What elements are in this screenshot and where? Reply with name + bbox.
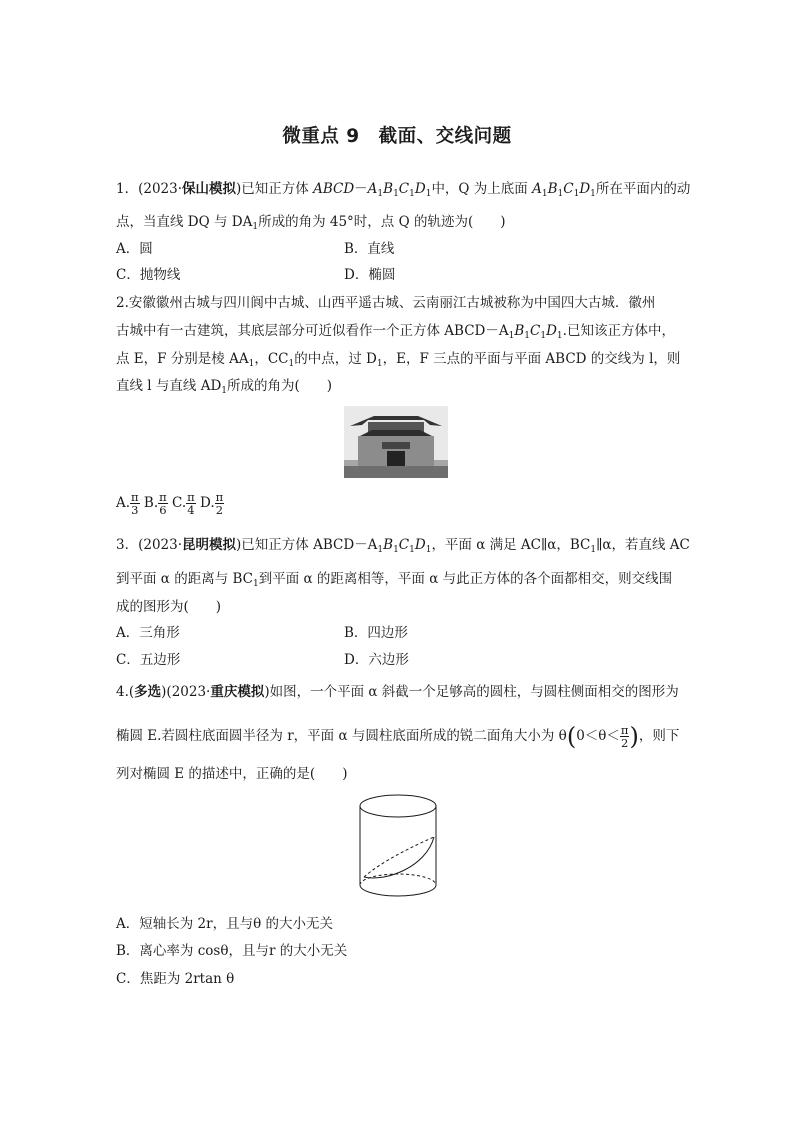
q3-option-c: C．五边形 <box>116 652 181 668</box>
multi-choice-label: 多选 <box>134 684 162 700</box>
source-label: 重庆模拟 <box>210 684 265 700</box>
question-1-line-2: 点，当直线 DQ 与 $DA_1$所成的角为 45°时，点 Q 的轨迹为( ) <box>116 214 506 232</box>
ancient-building-photo <box>344 406 448 482</box>
question-2-line-2: 古城中有一古建筑，其底层部分可近似看作一个正方体 $ABCD-A_1B_1C_1D_1$.已知该正方体中， <box>116 323 675 341</box>
q4-option-a: A．短轴长为 2r，且与θ 的大小无关 <box>116 916 334 932</box>
source-label: 昆明模拟 <box>182 537 237 553</box>
q3-option-d: D．六边形 <box>344 652 409 668</box>
question-2-line-1: 2.安徽徽州古城与四川阆中古城、山西平遥古城、云南丽江古城被称为中国四大古城．徽州 <box>116 295 656 311</box>
question-2-line-4: 直线 l 与直线 $AD_1$所成的角为( ) <box>116 378 333 396</box>
cylinder-diagram <box>356 792 440 908</box>
q4-option-b: B．离心率为 cosθ，且与r 的大小无关 <box>116 943 348 959</box>
q1-option-d: D．椭圆 <box>344 267 396 283</box>
question-4-line-1: 4.(多选)(2023·重庆模拟)如图，一个平面 α 斜截一个足够高的圆柱，与圆柱侧面相交的图形为 <box>116 684 679 700</box>
q1-option-a: A．圆 <box>116 241 153 257</box>
q1-option-c: C．抛物线 <box>116 267 181 283</box>
question-1-line-1: 1．(2023·保山模拟)已知正方体 $ABCD-A_1B_1C_1D_1$中，Q 为上底面 $A_1B_1C_1D_1$所在平面内的动 <box>116 181 691 199</box>
question-4-line-3: 列对椭圆 E 的描述中，正确的是( ) <box>116 766 348 782</box>
q2-options: A. $\frac{\pi}{3}$ B. $\frac{\pi}{6}$ C. $\frac{\pi}{4}$ D. $\frac{\pi}{2}$ <box>116 490 224 517</box>
q3-option-a: A．三角形 <box>116 625 180 641</box>
question-4-line-2: 椭圆 E.若圆柱底面圆半径为 r，平面 α 与圆柱底面所成的锐二面角大小为 θ(0＜θ＜ $\frac{\pi}{2}$ )，则下 <box>116 722 680 751</box>
question-3-line-1: 3．(2023·昆明模拟)已知正方体 $ABCD-A_1B_1C_1D_1$，平面 α 满足 AC∥α，$BC_1\parallel\alpha$，若直线 AC <box>116 537 690 555</box>
page-title: 微重点 9 截面、交线问题 <box>282 126 512 147</box>
q3-option-b: B．四边形 <box>344 625 408 641</box>
source-label: 保山模拟 <box>182 181 237 197</box>
question-2-line-3: 点 E，F 分别是棱 $AA_1$，$CC_1$的中点，过 $D_1$，E，F 三点的平面与平面 ABCD 的交线为 l，则 <box>116 351 681 369</box>
question-3-line-3: 成的图形为( ) <box>116 599 222 615</box>
q4-option-c: C．焦距为 2rtan θ <box>116 971 235 987</box>
q1-option-b: B．直线 <box>344 241 395 257</box>
question-3-line-2: 到平面 α 的距离与 $BC_1$到平面 α 的距离相等，平面 α 与此正方体的各个面都相交，则交线围 <box>116 571 673 589</box>
